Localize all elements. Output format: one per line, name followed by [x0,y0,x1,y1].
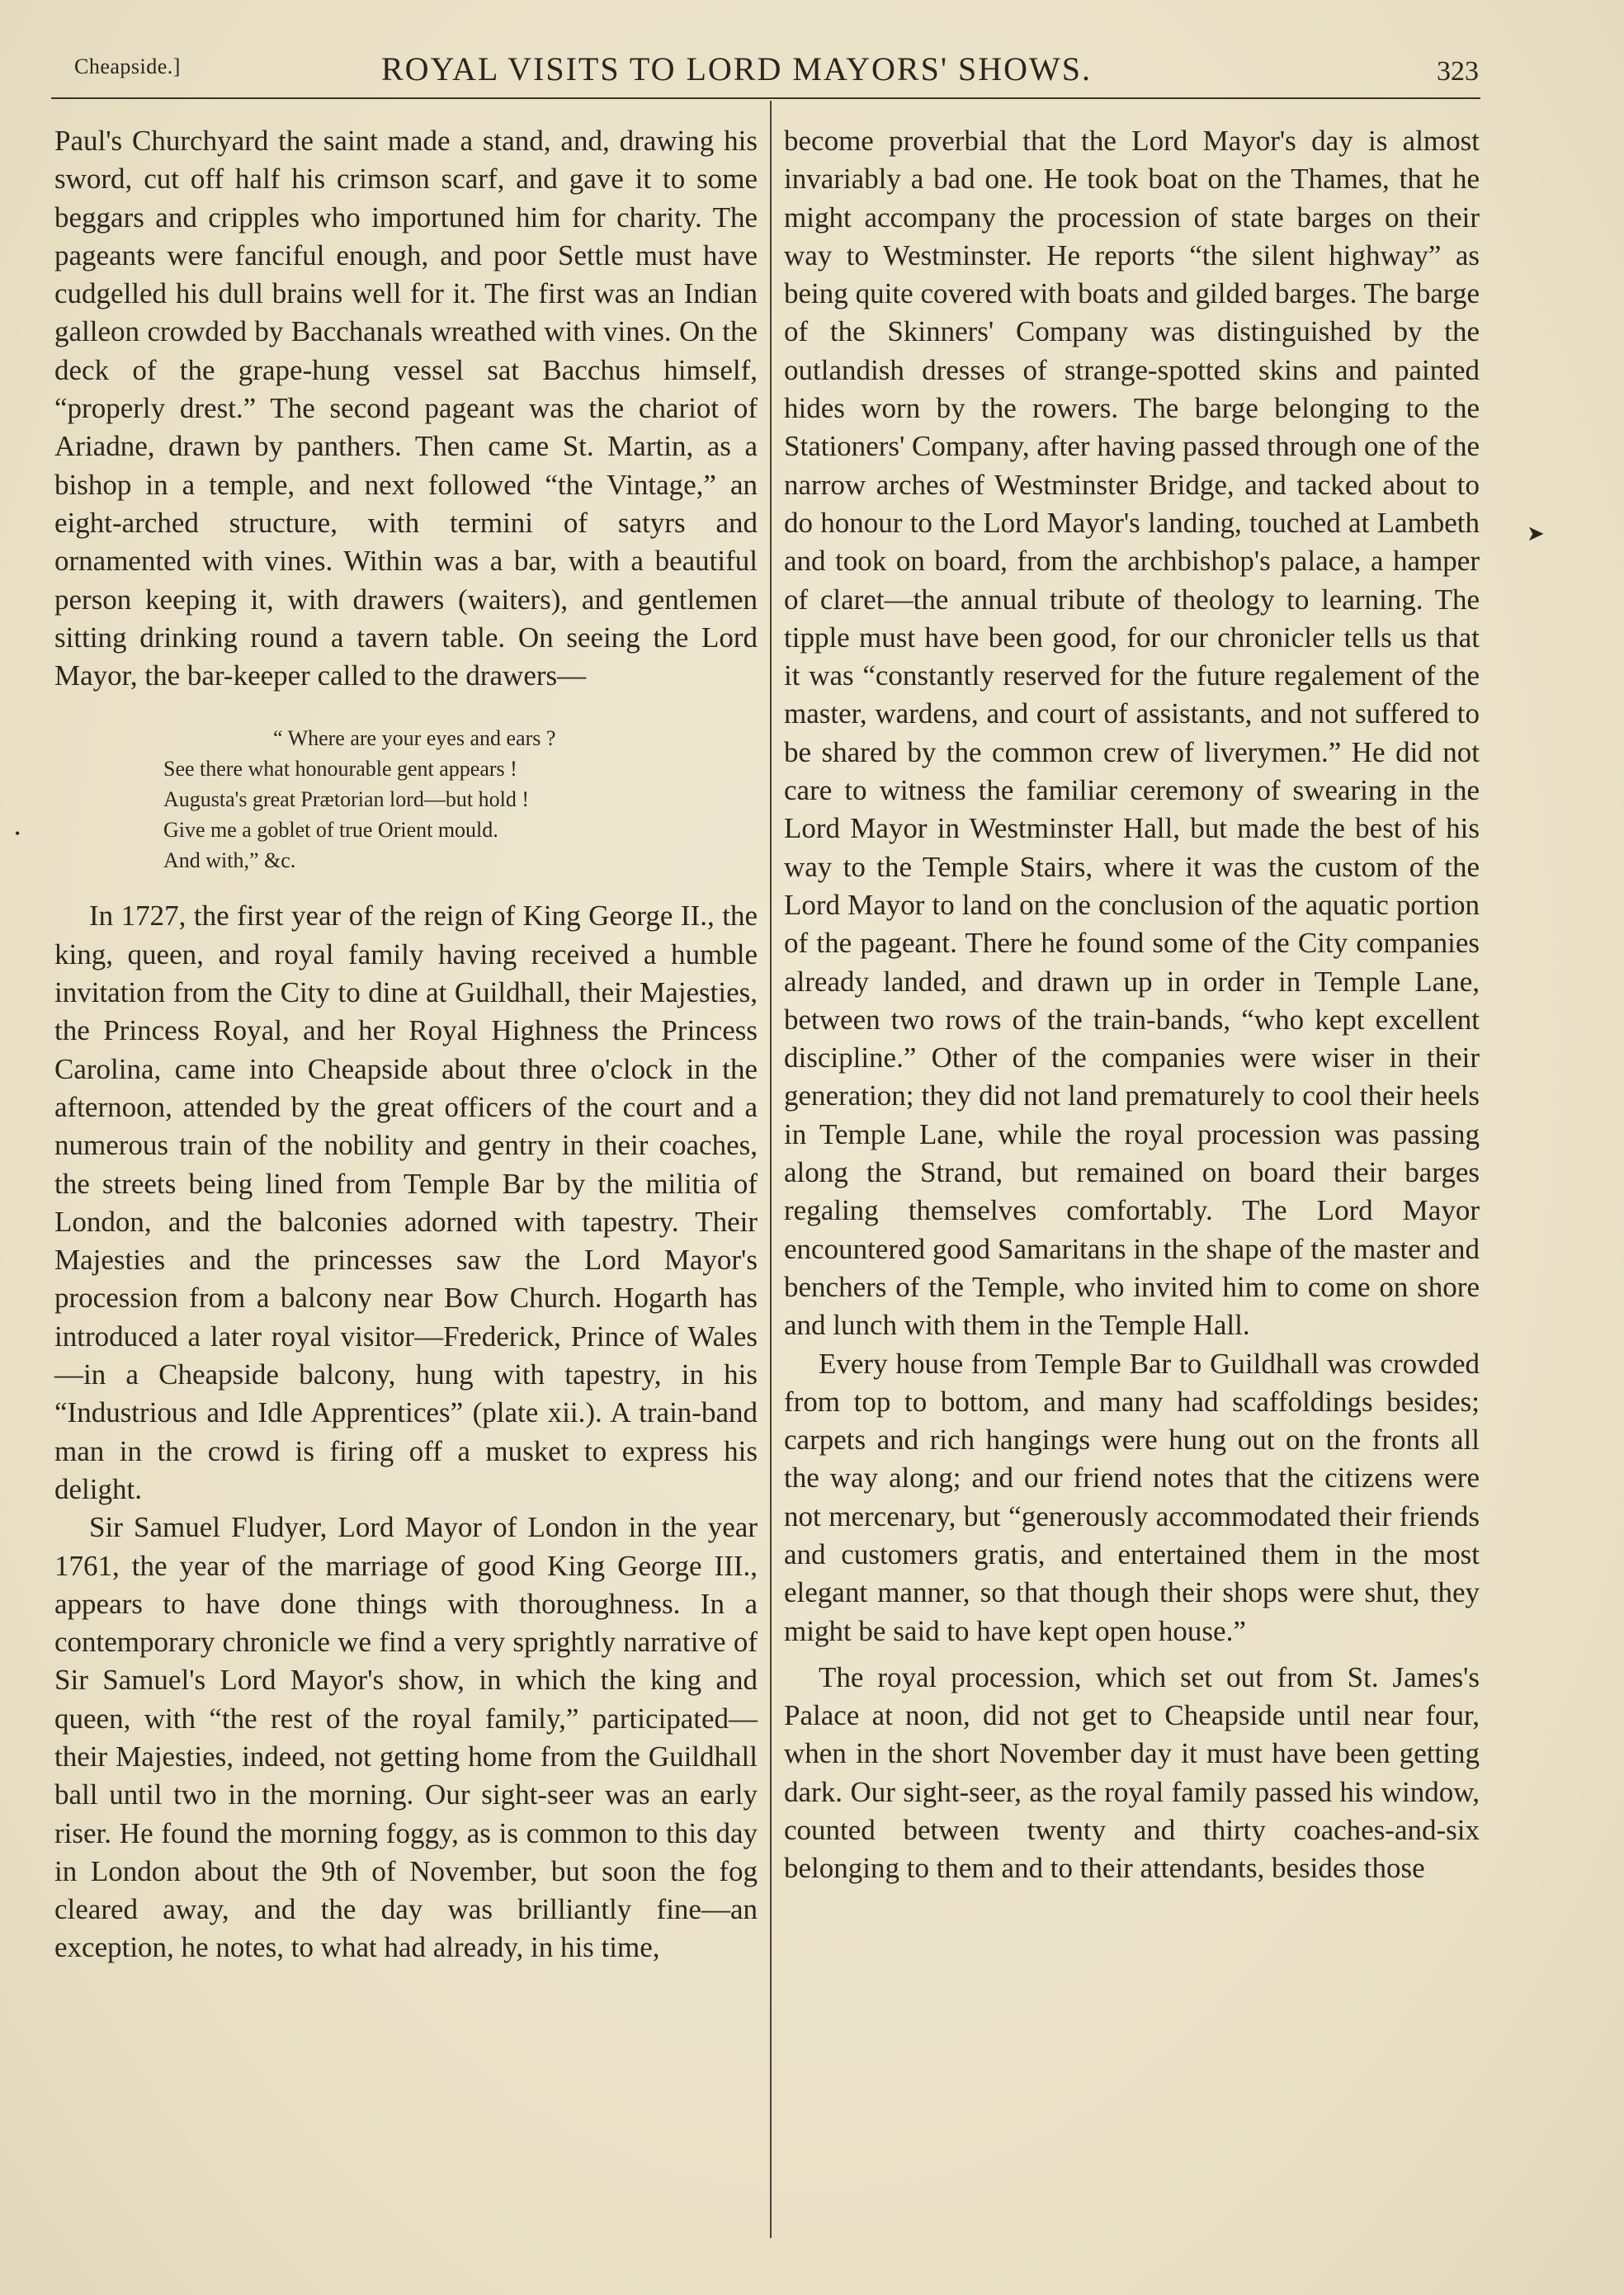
page-number: 323 [1437,56,1479,87]
left-paragraph-2: In 1727, the first year of the reign of King George II., the king, queen, and royal family having received a humble invitation from the City to dine at Guildhall, their Majesties, the Princess Royal, and her Royal Highness the Princess Carolina, came into Cheapside about three o'clock in the afternoon, attended by the great officers of the court and a numerous train of the nobility and gentry in their coaches, the streets being lined from Temple Bar by the militia of London, and the balconies adorned with tapestry. Their Majesties and the princesses saw the Lord Mayor's procession from a balcony near Bow Church. Hogarth has introduced a later royal visitor—Frederick, Prince of Wales—in a Cheapside balcony, hung with tapestry, in his “Industrious and Idle Apprentices” (plate xii.). A train-band man in the crowd is firing off a musket to express his delight. [54,900,758,1505]
section-label: Cheapside.] [74,54,181,78]
verse-line: And with,” &c. [163,848,296,873]
right-column [784,122,1480,1888]
verse-line: “ Where are your eyes and ears ? [273,726,556,751]
verse-line: Give me a goblet of true Orient mould. [163,818,498,843]
verse-quote [163,723,758,876]
running-header [51,50,1479,99]
right-paragraph-2: Every house from Temple Bar to Guildhall was crowded from top to bottom, and many had scaffoldings besides; carpets and rich hangings were hung out on the fronts all the way along; and our friend notes that the citizens were not mercenary, but “generously accommodated their friends and customers gratis, and entertained them in the most elegant manner, so that though their shops were shut, they might be said to have kept open house.” [784,1347,1480,1647]
right-paragraph-3: The royal procession, which set out from St. James's Palace at noon, did not get to Cheapside until near four, when in the short November day it must have been getting dark. Our sight-seer, as the royal family passed his window, counted between twenty and thirty coaches-and-six belonging to them and to their attendants, besides those [784,1660,1480,1885]
left-paragraph-1: Paul's Churchyard the saint made a stand, and, drawing his sword, cut off half his crimson scarf, and gave it to some beggars and cripples who importuned him for charity. The pageants were fanciful enough, and poor Settle must have cudgelled his dull brains well for it. The first was an Indian galleon crowded by Bacchanals wreathed with vines. On the deck of the grape-hung vessel sat Bacchus himself, “properly drest.” The second pageant was the chariot of Ariadne, drawn by panthers. Then came St. Martin, as a bishop in a temple, and next followed “the Vintage,” an eight-arched structure, with termini of satyrs and ornamented with vines. Within was a bar, with a beautiful person keeping it, with drawers (waiters), and gentlemen sitting drinking round a tavern table. On seeing the Lord Mayor, the bar-keeper called to the drawers— [54,125,758,692]
margin-ink-mark: ➤ [1527,522,1545,545]
running-title: ROYAL VISITS TO LORD MAYORS' SHOWS. [381,50,1093,87]
verse-line: See there what honourable gent appears ! [163,757,517,782]
column-divider [770,101,772,2238]
header-rule [51,97,1480,99]
verse-line: Augusta's great Prætorian lord—but hold ! [163,787,530,812]
left-paragraph-3: Sir Samuel Fludyer, Lord Mayor of London in the year 1761, the year of the marriage of good King George III., appears to have done things with thoroughness. In a contemporary chronicle we find a very sprightly narrative of Sir Samuel's Lord Mayor's show, in which the king and queen, with “the rest of the royal family,” participated—their Majesties, indeed, not getting home from the Guildhall ball until two in the morning. Our sight-seer was an early riser. He found the morning foggy, as is common to this day in London about the 9th of November, but soon the fog cleared away, and the day was brilliantly fine—an exception, he notes, to what had already, in his time, [54,1511,758,1964]
margin-ink-dot: • [15,825,21,842]
right-paragraph-1: become proverbial that the Lord Mayor's day is almost invariably a bad one. He took boat on the Thames, that he might accompany the procession of state barges on their way to Westminster. He reports “the silent highway” as being quite covered with boats and gilded barges. The barge of the Skinners' Company was distinguished by the outlandish dresses of strange-spotted skins and painted hides worn by the rowers. The barge belonging to the Stationers' Company, after having passed through one of the narrow arches of Westminster Bridge, and tacked about to do honour to the Lord Mayor's landing, touched at Lambeth and took on board, from the archbishop's palace, a hamper of claret—the annual tribute of theology to learning. The tipple must have been good, for our chronicler tells us that it was “constantly reserved for the future regalement of the master, wardens, and court of assistants, and not suffered to be shared by the common crew of liverymen.” He did not care to witness the familiar ceremony of swearing in the Lord Mayor in Westminster Hall, but made the best of his way to the Temple Stairs, where it was the custom of the Lord Mayor to land on the conclusion of the aquatic portion of the pageant. There he found some of the City companies already landed, and drawn up in order in Temple Lane, between two rows of the train-bands, “who kept excellent discipline.” Other of the companies were wiser in their generation; they did not land prematurely to cool their heels in Temple Lane, while the royal procession was passing along the Strand, but remained on board their barges regaling themselves comfortably. The Lord Mayor encountered good Samaritans in the shape of the master and benchers of the Temple, who invited him to come on shore and lunch with them in the Temple Hall. [784,125,1480,1342]
left-column [54,122,758,1967]
